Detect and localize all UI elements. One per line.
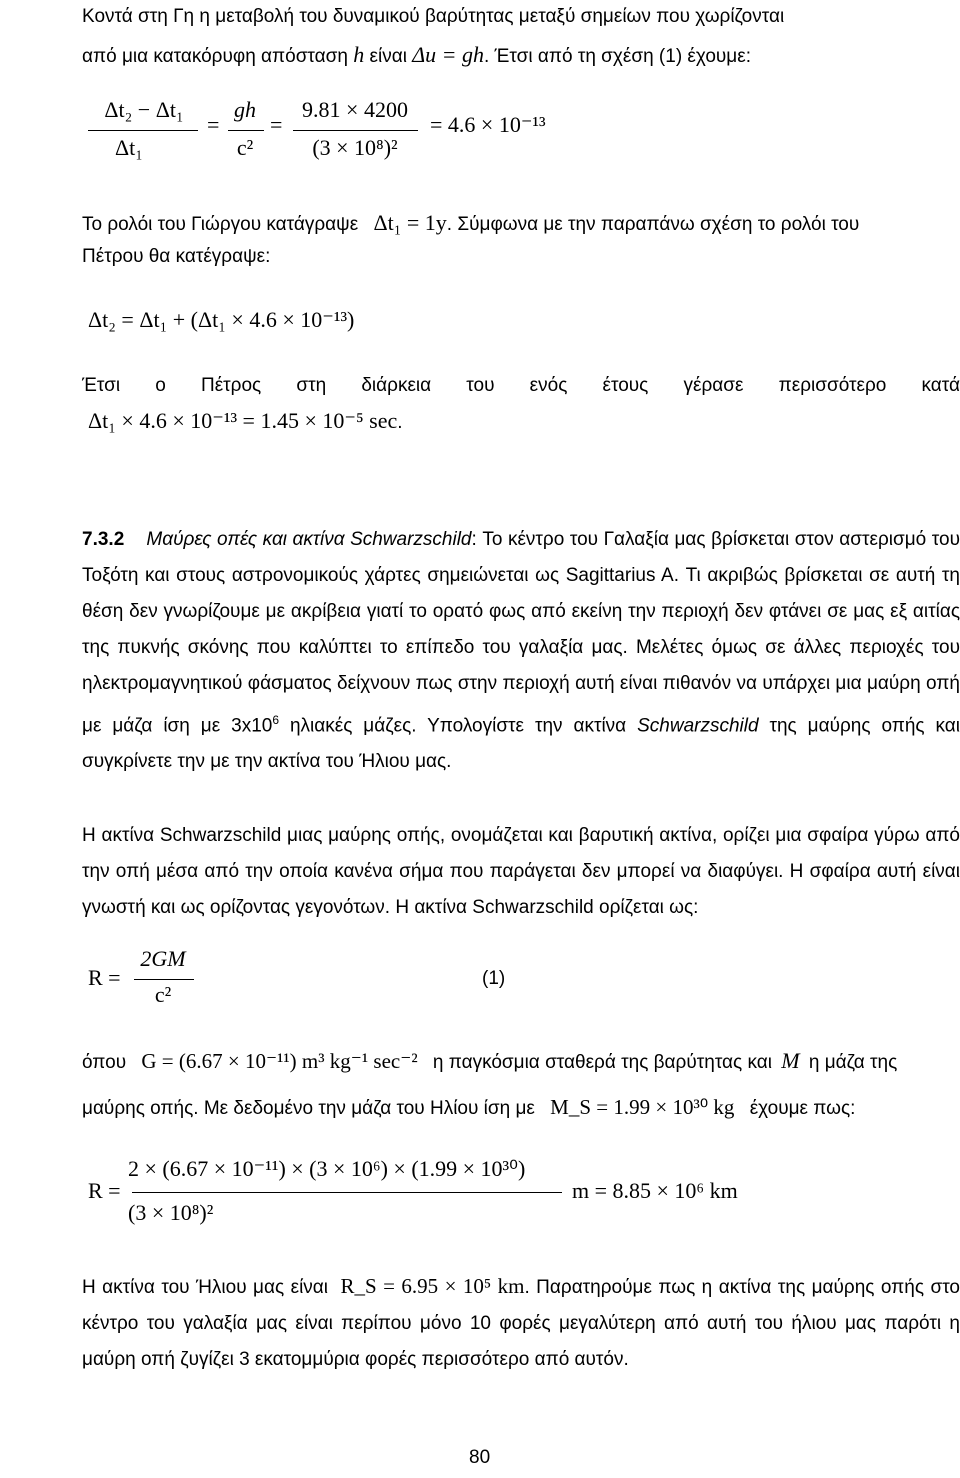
- sun-radius: R_S = 6.95 × 10⁵ km: [340, 1274, 525, 1298]
- clock-line-2: Πέτρου θα κατέγραψε:: [82, 246, 271, 267]
- eq1-eq-1: =: [207, 112, 220, 137]
- intro-text-b: είναι: [369, 46, 407, 67]
- definition-paragraph: Η ακτίνα Schwarzschild μιας μαύρης οπής, ονομάζεται και βαρυτική ακτίνα, ορίζει μια σφαίρα γύρω από την οπή μέσα από την οποία κανένα σήμα που παράγεται δεν μπορεί να διαφύγει. Η σφαίρα αυτή είναι γνωστή και ως ορίζοντας γεγονότων. Η ακτίνα Schwarzschild ορίζεται ως:: [82, 825, 960, 918]
- eq1-eq-2: =: [270, 112, 283, 137]
- eq4-bar: [132, 1192, 562, 1193]
- aging-line-2: [88, 408, 403, 434]
- sun-b: . Παρατηρούμε πως η ακτίνα της μαύρης οπής στο κέντρο του γαλαξία μας είναι περίπου μόνο 10 φορές μεγαλύτερη από αυτή του ήλιου μας παρότι η μαύρη οπή ζυγίζει 3 εκατομμύρια φορές περισσότερο από αυτόν.: [82, 1277, 960, 1370]
- intro-text-a: από μια κατακόρυφη απόσταση: [82, 46, 348, 67]
- eq1-num-right: 9.81 × 4200: [302, 97, 408, 122]
- eq1-num-mid: gh: [234, 97, 256, 122]
- aging-end: .: [397, 412, 403, 433]
- eq1-den-mid: c²: [236, 135, 254, 160]
- eq3-num: 2GM: [140, 946, 186, 971]
- clock-line-1: [82, 210, 859, 236]
- problem-text: : Το κέντρο του Γαλαξία μας βρίσκεται στον αστερισμό του Τοξότη και στους αστρονομικούς χάρτες σημειώνεται ως Sagittarius A. Τι ακριβώς βρίσκεται σε αυτή τη θέση δεν γνωρίζουμε με ακρίβεια γιατί το ορατό φως από εκείνη την περιοχή δεν φτάνει σε μας εξ αιτίας της πυκνής σκόνης που καλύπτει το επίπεδο του γαλαξία μας. Μελέτες όμως σε άλλες περιοχές του ηλεκτρομαγνητικού φάσματος δείχνουν πως στην περιοχή αυτή είναι πιθανόν να υπάρχει μια μαύρη οπή με μάζα ίση με 3x10: [82, 529, 960, 737]
- eq3-label: (1): [482, 968, 506, 989]
- where-line-1: [82, 1048, 897, 1074]
- eq1-bar-right: [293, 130, 418, 131]
- sun-mass: M_S = 1.99 × 10³⁰ kg: [550, 1095, 735, 1119]
- problem-title: Μαύρες οπές και ακτίνα Schwarzschild: [146, 529, 472, 550]
- intro-line-1: Κοντά στη Γη η μεταβολή του δυναμικού βαρύτητας μεταξύ σημείων που χωρίζονται: [82, 6, 785, 27]
- intro-text-c: . Έτσι από τη σχέση (1) έχουμε:: [483, 46, 752, 67]
- problem-number: 7.3.2: [82, 529, 125, 550]
- where-line-2: [82, 1095, 855, 1120]
- where-a: όπου: [82, 1052, 127, 1073]
- eq4-lhs: R =: [88, 1178, 121, 1203]
- page-number: 80: [469, 1447, 491, 1468]
- clock-text-a: Το ρολόι του Γιώργου κατάγραψε: [82, 214, 359, 235]
- eq1-den-left: Δt₁: [115, 135, 143, 160]
- symbol-M: M: [781, 1048, 800, 1073]
- potential-equation: Δu = gh: [412, 42, 484, 67]
- eq4-num: 2 × (6.67 × 10⁻¹¹) × (3 × 10⁶) × (1.99 × 10³⁰): [128, 1156, 526, 1181]
- problem-text-2: ηλιακές μάζες. Υπολογίστε την ακτίνα: [279, 715, 638, 737]
- symbol-h: h: [353, 42, 365, 67]
- eq1-den-right: (3 × 10⁸)²: [312, 135, 398, 160]
- where-e: έχουμε πως:: [749, 1098, 856, 1119]
- eq4-result: m = 8.85 × 10⁶ km: [572, 1178, 738, 1203]
- where-c: η μάζα της: [808, 1052, 898, 1073]
- problem-text-3: της μαύρης οπής και συγκρίνετε την με την ακτίνα του Ήλιου μας.: [82, 715, 960, 773]
- aging-line-1: Έτσι ο Πέτρος στη διάρκεια του ενός έτους γέρασε περισσότερο κατά: [82, 375, 960, 396]
- eq2: Δt₂ = Δt₁ + (Δt₁ × 4.6 × 10⁻¹³): [88, 307, 355, 332]
- aging-equation: Δt₁ × 4.6 × 10⁻¹³ = 1.45 × 10⁻⁵ sec: [88, 408, 398, 433]
- problem-exp: 6: [272, 713, 280, 727]
- where-b: η παγκόσμια σταθερά της βαρύτητας και: [432, 1052, 772, 1073]
- where-d: μαύρης οπής. Με δεδομένο την μάζα του Ηλίου ίση με: [82, 1098, 535, 1119]
- eq3-den: c²: [154, 982, 172, 1007]
- eq4-den: (3 × 10⁸)²: [128, 1200, 214, 1225]
- eq1-result: = 4.6 × 10⁻¹³: [430, 112, 546, 137]
- clock-text-b: . Σύμφωνα με την παραπάνω σχέση το ρολόι του: [446, 214, 860, 235]
- eq1-bar-left: [88, 130, 198, 131]
- problem-italic: Schwarzschild: [637, 715, 759, 737]
- eq1-bar-mid: [228, 130, 264, 131]
- problem-paragraph: [82, 522, 960, 780]
- sun-paragraph: [82, 1268, 960, 1378]
- clock-equation: Δt₁ = 1y: [373, 210, 447, 235]
- eq3-bar: [134, 979, 194, 980]
- eq3-lhs: R =: [88, 965, 121, 990]
- sun-a: Η ακτίνα του Ήλιου μας είναι: [82, 1277, 329, 1298]
- intro-line-2: [82, 42, 751, 68]
- eq1-num-left: Δt₂ − Δt₁: [104, 97, 184, 122]
- gravity-constant: G = (6.67 × 10⁻¹¹) m³ kg⁻¹ sec⁻²: [141, 1049, 418, 1073]
